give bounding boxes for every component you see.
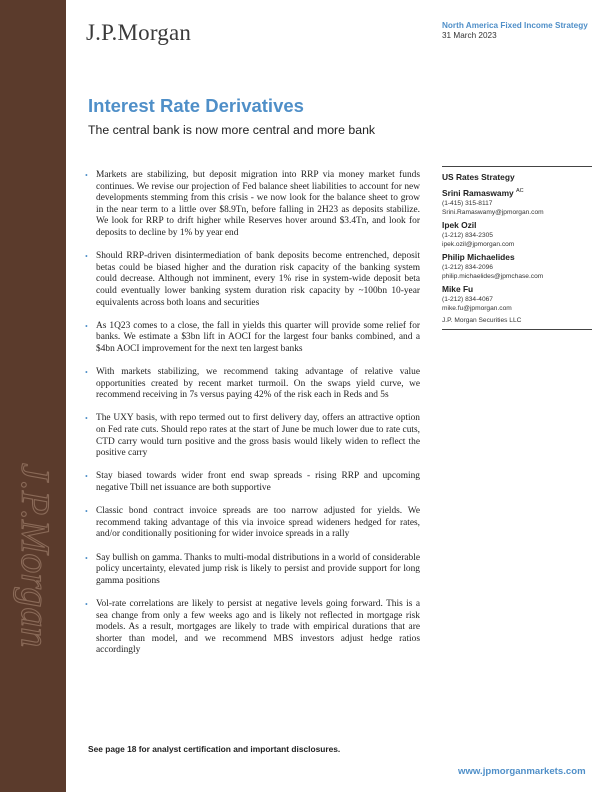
analyst-card xyxy=(442,284,592,314)
bullet-icon: • xyxy=(85,553,88,563)
analyst-card xyxy=(442,186,592,218)
disclosure-note: See page 18 for analyst certification and important disclosures. xyxy=(88,744,341,754)
bullet-item: • Should RRP-driven disintermediation of bank deposits become entrenched, deposit betas could be biased higher and the duration risk capacity of the banking system could decrease. Although not imminent, every 1% rise in system-wide deposit beta could eventually lower banking system duration risk capacity by ~100bn 10-year equivalents across both loans and securities xyxy=(85,251,420,308)
bullet-icon: • xyxy=(85,321,88,331)
analyst-email[interactable]: mike.fu@jpmorgan.com xyxy=(442,305,512,313)
jpmorgan-watermark-logo xyxy=(4,455,64,705)
analyst-email[interactable]: ipek.ozil@jpmorgan.com xyxy=(442,241,515,249)
report-title: Interest Rate Derivatives xyxy=(88,95,304,116)
brand-sidebar xyxy=(0,0,66,792)
bullet-icon: • xyxy=(85,507,88,517)
report-header xyxy=(442,21,602,41)
bullet-icon: • xyxy=(85,599,88,609)
desk-name: North America Fixed Income Strategy xyxy=(442,21,588,30)
analyst-email[interactable]: philip.michaelides@jpmchase.com xyxy=(442,273,544,281)
analyst-cert: AC xyxy=(516,188,524,194)
analyst-name: Ipek Ozil xyxy=(442,219,477,230)
firm-name: J.P. Morgan Securities LLC xyxy=(442,316,592,331)
analyst-phone: (1-212) 834-4067 xyxy=(442,295,493,303)
team-heading: US Rates Strategy xyxy=(442,172,515,182)
svg-text:J.P.Morgan: J.P.Morgan xyxy=(13,463,58,648)
website-link[interactable]: www.jpmorganmarkets.com xyxy=(458,766,586,777)
analyst-panel xyxy=(442,166,592,330)
analyst-phone: (1-415) 315-8117 xyxy=(442,199,493,207)
analyst-card xyxy=(442,220,592,250)
bullet-item: • Stay biased towards wider front end swap spreads - rising RRP and upcoming negative Tbill net issuance are both supportive xyxy=(85,471,420,494)
bullet-item: • The UXY basis, with repo termed out to first delivery day, offers an attractive option on Fed rate cuts. Should repo rates at the start of June be much lower due to rate cuts, CTD carry would turn positive and the gross basis would likely widen to reflect the positive carry xyxy=(85,413,420,459)
key-points-list xyxy=(83,170,420,669)
bullet-icon: • xyxy=(85,171,88,180)
bullet-item: • As 1Q23 comes to a close, the fall in yields this quarter will provide some relief for banks. We estimate a $3bn lift in AOCI for the largest four banks combined, and a $4bn AOCI improvement for the next ten largest banks xyxy=(85,320,420,354)
bullet-item: • Classic bond contract invoice spreads are too narrow adjusted for yields. We recommend taking advantage of this via invoice spread wideners hedged for rates, and/or conditionally positioning for wider invoice spreads in a rally xyxy=(85,506,420,540)
bullet-icon: • xyxy=(85,368,88,378)
analyst-name: Srini Ramaswamy $^{AC}$ xyxy=(442,187,524,198)
bullet-icon: • xyxy=(85,472,88,482)
bullet-item: • Markets are stabilizing, but deposit migration into RRP via money market funds continues. We revise our projection of Fed balance sheet liabilities to account for new developments stemming from this crisis - we now look for the balance sheet to grow in the near term to a little over $8.9Tn, before falling in 2H23 as deposits stabilize. We look for RRP to drift higher while Reserves hover around $3.4Tn, and look for deposits to decline by 1% by year end xyxy=(85,170,420,238)
bullet-icon: • xyxy=(85,414,88,424)
report-subtitle: The central bank is now more central and more bank xyxy=(88,123,376,137)
jpmorgan-logo[interactable]: J.P.Morgan xyxy=(86,20,192,45)
bullet-item: • Say bullish on gamma. Thanks to multi-modal distributions in a world of considerable policy uncertainty, elevated jump risk is likely to persist and provide support for long gamma positions xyxy=(85,552,420,586)
bullet-item: • With markets stabilizing, we recommend taking advantage of relative value opportunities created by recent market turmoil. On the swaps yield curve, we recommend receiving in 7s versus paying 42% of the risk each in Reds and 5s xyxy=(85,367,420,401)
bullet-icon: • xyxy=(85,252,88,262)
analyst-phone: (1-212) 834-2096 xyxy=(442,263,493,271)
report-date: 31 March 2023 xyxy=(442,31,497,40)
analyst-card xyxy=(442,252,592,282)
analyst-name: Mike Fu xyxy=(442,283,474,294)
bullet-item: • Vol-rate correlations are likely to persist at negative levels going forward. This is a sea change from only a few weeks ago and is likely not reflected in mortgage risk models. As a result, mortgages are likely to trade with empirical durations that are shorter than model, and we recommend MBS investors adjust hedge ratios accordingly xyxy=(85,598,420,656)
analyst-phone: (1-212) 834-2305 xyxy=(442,231,493,239)
analyst-name: Philip Michaelides xyxy=(442,251,515,262)
analyst-email[interactable]: Srini.Ramaswamy@jpmorgan.com xyxy=(442,209,544,217)
